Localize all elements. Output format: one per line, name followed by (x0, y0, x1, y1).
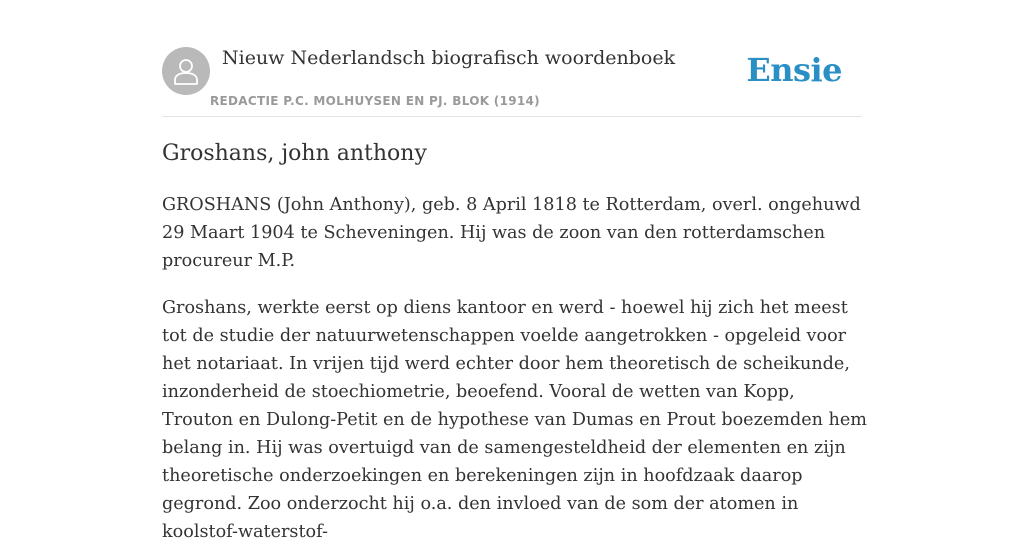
avatar[interactable] (162, 47, 210, 95)
brand-logo[interactable]: Ensie (746, 51, 842, 89)
book-header (162, 40, 862, 117)
article-paragraph: GROSHANS (John Anthony), geb. 8 April 1818 te Rotterdam, overl. ongehuwd 29 Maart 1904 te Scheveningen. Hij was de zoon van den rotterdamschen procureur M.P. (162, 195, 861, 271)
article-paragraph: Groshans, werkte eerst op diens kantoor en werd - hoewel hij zich het meest tot de studie der natuurwetenschappen voelde aangetrokken - opgeleid voor het notariaat. In vrijen tijd werd echter door hem theoretisch de scheikunde, inzonderheid de stoechiometrie, beoefend. Vooral de wetten van Kopp, Trouton en Dulong-Petit en de hypothese van Dumas en Prout boezemden hem belang in. Hij was overtuigd van de samengesteldheid der elementen en zijn theoretische onderzoekingen en berekeningen zijn in hoofdzaak daarop gegrond. Zoo onderzocht hij o.a. den invloed van de som der atomen in koolstof-waterstof- (162, 298, 867, 542)
article (162, 138, 867, 546)
book-editors: REDACTIE P.C. MOLHUYSEN EN PJ. BLOK (1914) (210, 94, 540, 108)
article-title: Groshans, john anthony (162, 141, 427, 166)
book-title[interactable]: Nieuw Nederlandsch biografisch woordenboek (222, 47, 676, 69)
user-icon (173, 57, 199, 85)
